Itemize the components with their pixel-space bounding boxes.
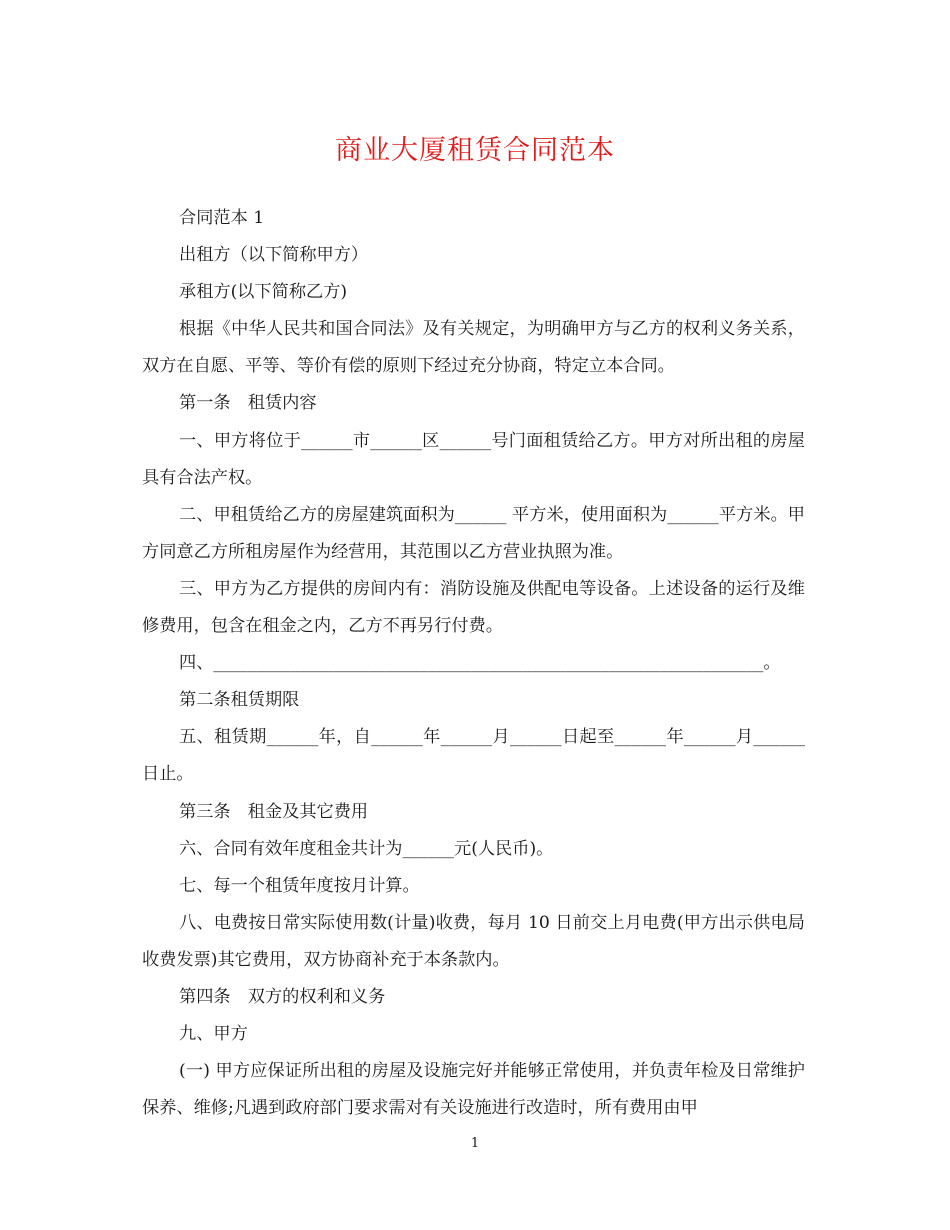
paragraph: 八、电费按日常实际使用数(计量)收费，每月 10 日前交上月电费(甲方出示供电局收费发票)其它费用，双方协商补充于本条款内。	[142, 912, 805, 970]
paragraph: 一、甲方将位于______市______区______号门面租赁给乙方。甲方对所出租的房屋具有合法产权。	[142, 430, 805, 488]
section-heading: 第二条租赁期限	[179, 690, 300, 711]
paragraph: 根据《中华人民共和国合同法》及有关规定，为明确甲方与乙方的权利义务关系，双方在自愿、平等、等价有偿的原则下经过充分协商，特定立本合同。	[142, 319, 805, 377]
paragraph: 合同范本 1	[179, 208, 265, 228]
document-body	[142, 200, 805, 1127]
section-heading: 第三条 租金及其它费用	[179, 801, 369, 822]
section-heading: 第一条 租赁内容	[179, 393, 317, 414]
document-title: 商业大厦租赁合同范本	[335, 135, 615, 166]
paragraph: 六、合同有效年度租金共计为______元(人民币)。	[179, 838, 554, 859]
section-heading: 第四条 双方的权利和义务	[179, 986, 386, 1007]
paragraph: 五、租赁期______年，自______年______月______日起至______年______月______日止。	[142, 727, 805, 785]
paragraph: 九、甲方	[179, 1024, 248, 1045]
paragraph: (一) 甲方应保证所出租的房屋及设施完好并能够正常使用，并负责年检及日常维护保养、维修;凡遇到政府部门要求需对有关设施进行改造时，所有费用由甲	[142, 1061, 805, 1119]
paragraph: 三、甲方为乙方提供的房间内有：消防设施及供配电等设备。上述设备的运行及维修费用，包含在租金之内，乙方不再另行付费。	[142, 578, 805, 637]
paragraph: 七、每一个租赁年度按月计算。	[179, 875, 420, 896]
paragraph: 二、甲租赁给乙方的房屋建筑面积为______ 平方米，使用面积为______平方米。甲方同意乙方所租房屋作为经营用，其范围以乙方营业执照为准。	[142, 504, 805, 562]
paragraph: 四、________________________________________________________________。	[179, 653, 781, 674]
paragraph: 出租方（以下简称甲方）	[179, 245, 369, 266]
paragraph: 承租方(以下简称乙方)	[179, 282, 348, 303]
page-number: 1	[470, 1136, 480, 1151]
